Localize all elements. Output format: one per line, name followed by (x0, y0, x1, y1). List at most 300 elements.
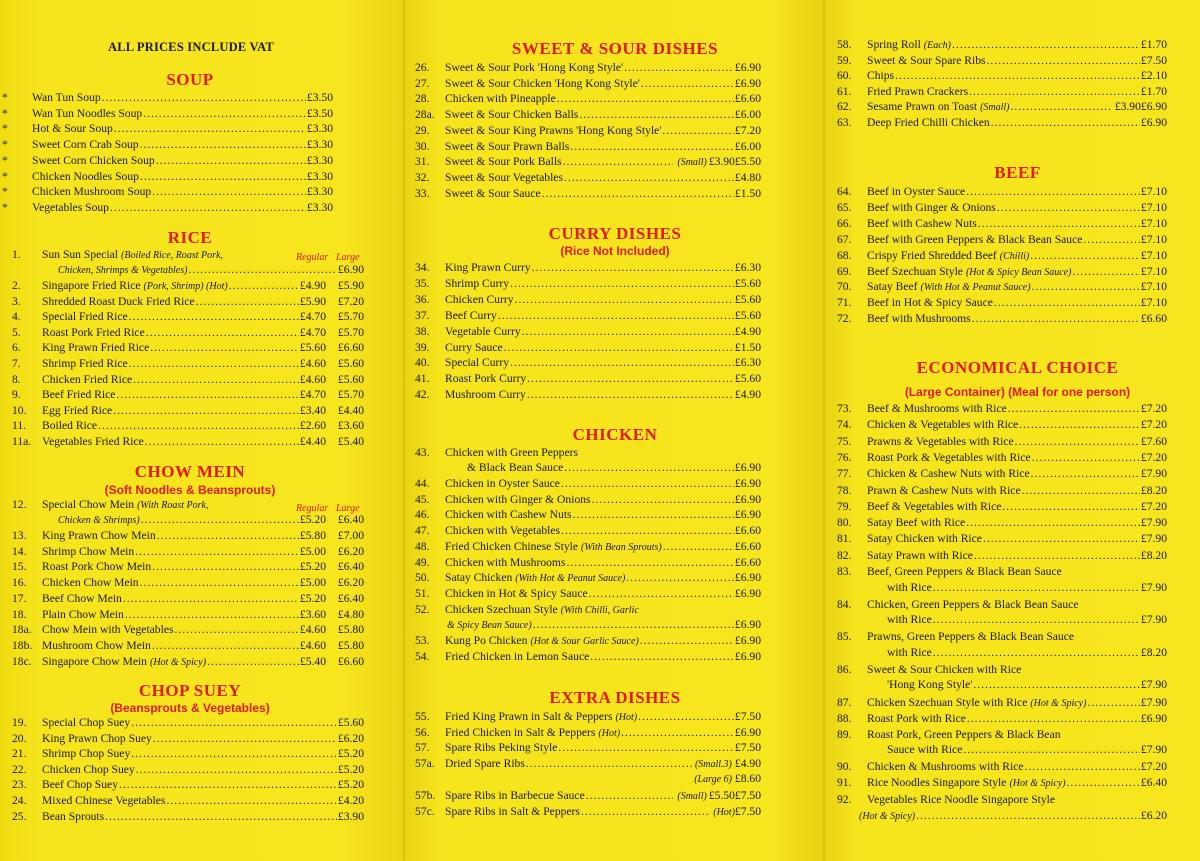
menu-item (12, 279, 364, 294)
item-name: Roast Pork & Vegetables with Rice (867, 450, 1031, 464)
item-number: 36. (415, 292, 430, 306)
menu-item (837, 484, 1167, 498)
item-name: Chicken Curry (445, 292, 514, 306)
item-name: Chicken Fried Rice (42, 372, 133, 386)
item-price: £7.90 (1140, 678, 1167, 692)
item-price: £7.10 (1140, 280, 1167, 294)
menu-item (12, 732, 364, 746)
item-price: £7.50 (734, 710, 761, 723)
menu-item (12, 560, 364, 574)
menu-item-continued (837, 581, 1167, 595)
item-number: 40. (415, 356, 430, 370)
item-price: £6.90 (734, 649, 761, 663)
item-name: Dried Spare Ribs (445, 757, 525, 770)
item-name: Spare Ribs in Barbecue Sauce (445, 789, 585, 802)
menu-item (2, 201, 333, 215)
item-number: 85. (837, 630, 852, 644)
leader-dots (563, 155, 674, 169)
item-price-large: £5.80 (337, 623, 364, 637)
leader-dots (579, 108, 734, 122)
menu-item-continued (837, 678, 1167, 692)
menu-item-continued (415, 618, 761, 633)
item-name: Beef, Green Peppers & Black Bean Sauce (867, 565, 1062, 578)
item-name: Fried Chicken in Salt & Peppers (445, 725, 596, 739)
item-price-regular: £5.20 (299, 513, 326, 526)
menu-item (415, 92, 761, 106)
leader-dots (974, 549, 1140, 563)
item-number: 58. (837, 38, 852, 51)
leader-dots (131, 747, 337, 761)
item-price-regular: £5.20 (299, 560, 326, 574)
item-number: 11a. (12, 435, 32, 448)
item-number: 70. (837, 280, 852, 294)
item-name: Shredded Roast Duck Fried Rice (42, 294, 195, 308)
item-name: Satay Beef (867, 280, 918, 294)
item-number: 1. (12, 248, 21, 261)
menu-item (837, 793, 1167, 807)
item-name: Sweet & Sour Sauce (445, 186, 541, 200)
item-price-large: £6.60 (337, 341, 364, 355)
item-price-small: £5.50 (708, 789, 735, 802)
item-name: King Prawn Curry (445, 261, 531, 274)
item-number: 50. (415, 571, 430, 585)
item-price: £6.20 (337, 731, 364, 745)
item-name: Beef with Ginger & Onions (867, 200, 996, 214)
item-name: Spring Roll (867, 38, 921, 51)
menu-item (12, 778, 364, 792)
item-number: 19. (12, 716, 27, 729)
item-price: £6.30 (734, 261, 761, 274)
item-price: £8.20 (1140, 483, 1167, 497)
menu-item (415, 309, 761, 323)
item-price: £6.90 (734, 61, 761, 74)
item-price: £7.50 (734, 789, 761, 802)
item-price: £3.50 (306, 106, 333, 120)
item-price: £1.70 (1140, 84, 1167, 98)
item-price: £7.10 (1140, 264, 1167, 278)
item-name: Deep Fried Chilli Chicken (867, 116, 990, 129)
section-title-sweet-sour: SWEET & SOUR DISHES (511, 39, 719, 58)
item-price-regular: £4.40 (299, 435, 326, 448)
item-number: 69. (837, 264, 852, 278)
leader-dots (663, 540, 734, 554)
menu-item (837, 696, 1167, 711)
item-price: £6.00 (734, 139, 761, 153)
item-price: £6.60 (734, 92, 761, 106)
menu-item (837, 85, 1167, 99)
item-number: 81. (837, 532, 852, 546)
item-number: 9. (12, 388, 21, 402)
item-number: 42. (415, 388, 430, 402)
item-number: 60. (837, 69, 852, 83)
menu-item (12, 716, 364, 730)
leader-dots (1083, 233, 1140, 247)
leader-dots (590, 650, 734, 664)
leader-dots (510, 356, 734, 370)
leader-dots (626, 571, 734, 585)
item-price: £3.30 (306, 138, 333, 152)
menu-item (837, 280, 1167, 295)
leader-dots (558, 741, 734, 755)
item-name: Beef with Mushrooms (867, 312, 971, 326)
section-title-chop-suey: CHOP SUEY (138, 681, 242, 700)
leader-dots (143, 107, 306, 121)
item-price-large: £5.60 (337, 372, 364, 386)
item-name: Kung Po Chicken (445, 634, 528, 647)
leader-dots (129, 357, 299, 371)
menu-item (12, 326, 364, 340)
menu-item (2, 138, 333, 152)
item-number: 55. (415, 710, 430, 723)
item-price-regular: £5.90 (299, 294, 326, 308)
item-number: 84. (837, 597, 852, 611)
item-name: Chicken with Pineapple (445, 92, 556, 106)
menu-item (837, 69, 1167, 83)
item-price: £8.20 (1140, 645, 1167, 659)
menu-item (12, 357, 364, 371)
item-price-small: £4.90 (734, 757, 761, 770)
menu-item (415, 571, 761, 586)
item-price-large: £5.70 (337, 325, 364, 339)
item-name: Rice Noodles Singapore Style (867, 776, 1007, 790)
leader-dots (152, 560, 299, 574)
item-number: 25. (12, 809, 27, 823)
item-number: 53. (415, 634, 430, 647)
item-number: 15. (12, 560, 27, 574)
leader-dots (150, 341, 299, 355)
item-price: £6.60 (734, 555, 761, 569)
item-price: £7.90 (1140, 743, 1167, 756)
item-price-large: £6.40 (337, 513, 364, 526)
item-price: £7.90 (1140, 580, 1167, 594)
section-subtitle-curry: (Rice Not Included) (560, 244, 670, 258)
item-name: Sweet Corn Chicken Soup (32, 153, 155, 167)
item-number: 89. (837, 728, 852, 741)
item-number: 32. (415, 170, 430, 184)
leader-dots (153, 732, 337, 746)
item-price: £6.90 (1140, 100, 1167, 114)
leader-dots (1072, 265, 1139, 279)
leader-dots (967, 712, 1140, 726)
item-price: £6.90 (734, 477, 761, 490)
item-number: 76. (837, 450, 852, 464)
item-name: Beef Fried Rice (42, 388, 116, 402)
item-name: Sweet & Sour Vegetables (445, 170, 563, 184)
leader-dots (114, 122, 306, 136)
item-price: £6.40 (1140, 776, 1167, 790)
item-price-large: £6.20 (337, 576, 364, 590)
item-description: Chicken & Shrimps) (58, 515, 140, 526)
item-price: £7.20 (1140, 499, 1167, 513)
leader-dots (662, 124, 734, 138)
item-name: Chicken Noodles Soup (32, 169, 139, 183)
item-price: £6.60 (1140, 312, 1167, 326)
item-name: Mushroom Chow Mein (42, 638, 151, 652)
item-number: 52. (415, 603, 430, 616)
leader-dots (987, 54, 1140, 68)
item-number: 30. (415, 139, 430, 153)
section-title-economical: ECONOMICAL CHOICE (916, 358, 1119, 377)
item-name: Wan Tun Soup (32, 91, 101, 104)
menu-item (12, 435, 364, 449)
item-price: £7.20 (734, 123, 761, 137)
item-number: 22. (12, 762, 27, 776)
item-price: £7.10 (1140, 248, 1167, 262)
section-title-rice: RICE (167, 228, 213, 247)
item-number: 92. (837, 793, 852, 806)
item-price-regular: £4.60 (299, 357, 326, 370)
leader-dots (1008, 402, 1140, 416)
item-name: Wan Tun Noodles Soup (32, 106, 143, 120)
item-number: 45. (415, 492, 430, 506)
item-size-small: (Small.3) (694, 759, 732, 770)
item-name: Chicken & Mushrooms with Rice (867, 760, 1024, 773)
menu-item (415, 187, 761, 201)
menu-item (837, 516, 1167, 530)
item-price: £8.20 (1140, 548, 1167, 562)
item-name: Chicken & Cashew Nuts with Rice (867, 467, 1030, 481)
item-number: 49. (415, 555, 430, 569)
item-price-large: £5.70 (337, 388, 364, 402)
item-price-large: £7.20 (337, 294, 364, 308)
item-name: Sweet & Sour Prawn Balls (445, 139, 570, 153)
item-price: £7.50 (734, 804, 761, 818)
item-description: (With Roast Pork, (137, 500, 209, 511)
item-name: with Rice (887, 645, 932, 659)
item-description: (With Hot & Peanut Sauce) (515, 573, 626, 585)
item-number: 66. (837, 216, 852, 230)
item-price: £7.50 (1140, 53, 1167, 67)
leader-dots (157, 529, 299, 543)
item-description: (Hot & Spicy) (859, 811, 916, 822)
item-number: 18a. (12, 623, 32, 637)
leader-dots (145, 435, 299, 449)
item-name: Vegetables Soup (32, 200, 109, 214)
item-number: 23. (12, 778, 27, 792)
leader-dots (207, 655, 299, 669)
item-number: 83. (837, 565, 852, 578)
item-number: 33. (415, 186, 430, 200)
item-number: * (2, 169, 8, 183)
menu-item (415, 356, 761, 370)
leader-dots (966, 516, 1140, 530)
section-title-chicken: CHICKEN (572, 425, 658, 444)
item-price: £6.90 (734, 508, 761, 522)
item-number: 73. (837, 402, 852, 415)
item-price: £3.50 (306, 91, 333, 104)
item-size: (Small) (677, 791, 707, 802)
item-number: * (2, 91, 8, 104)
item-name: Beef & Mushrooms with Rice (867, 402, 1007, 415)
item-number: 91. (837, 776, 852, 790)
menu-item (12, 295, 364, 309)
item-name: Chicken Szechuan Style with Rice (867, 696, 1028, 709)
leader-dots (133, 373, 299, 387)
menu-item (12, 639, 364, 653)
item-description: (Small) (980, 102, 1010, 114)
menu-panel-left (0, 0, 405, 861)
item-number: 21. (12, 747, 27, 761)
leader-dots (542, 187, 734, 201)
leader-dots (110, 201, 306, 215)
menu-item (12, 248, 362, 263)
item-price: £5.60 (337, 716, 364, 729)
item-price: £5.20 (337, 747, 364, 761)
item-size: (Hot) (713, 806, 735, 818)
item-name: Beef in Oyster Sauce (867, 185, 966, 198)
menu-item (837, 296, 1167, 310)
menu-item (2, 185, 333, 199)
vat-note: ALL PRICES INCLUDE VAT (108, 40, 274, 54)
leader-dots (135, 545, 299, 559)
section-title-beef: BEEF (994, 163, 1041, 182)
menu-item (12, 608, 364, 622)
item-size: (Small) (677, 157, 707, 169)
item-number: 87. (837, 696, 852, 709)
item-description: (Hot) (615, 712, 638, 723)
menu-item (12, 419, 364, 433)
leader-dots (102, 91, 306, 105)
leader-dots (1022, 484, 1140, 498)
leader-dots (1032, 280, 1140, 294)
menu-item (415, 61, 761, 75)
item-name: Singapore Fried Rice (42, 279, 141, 292)
item-price-large: £5.90 (337, 279, 364, 292)
item-number: 64. (837, 185, 852, 198)
item-price: £3.30 (306, 122, 333, 136)
leader-dots (586, 789, 674, 803)
item-name: with Rice (887, 613, 932, 627)
item-name: King Prawn Fried Rice (42, 341, 150, 355)
item-name: Prawns & Vegetables with Rice (867, 434, 1014, 448)
leader-dots (140, 576, 299, 590)
item-price: £1.50 (734, 340, 761, 354)
menu-item (2, 122, 333, 136)
item-number: 80. (837, 516, 852, 530)
item-name: Mixed Chinese Vegetables (42, 794, 166, 807)
item-number: 4. (12, 310, 21, 324)
item-price: £2.10 (1140, 69, 1167, 83)
leader-dots (557, 92, 734, 106)
item-number: 26. (415, 61, 430, 74)
item-name: Beef Chow Mein (42, 591, 122, 605)
menu-item (415, 741, 761, 755)
leader-dots (129, 310, 299, 324)
item-price-large: £5.80 (337, 638, 364, 652)
leader-dots (515, 293, 734, 307)
item-price: £7.10 (1140, 296, 1167, 310)
item-price-regular: £5.20 (299, 591, 326, 605)
item-name: Boiled Rice (42, 419, 98, 433)
item-number: 61. (837, 84, 852, 98)
leader-dots (997, 201, 1140, 215)
menu-item (12, 747, 364, 761)
item-name: Sweet Corn Crab Soup (32, 138, 139, 152)
menu-item (415, 155, 761, 170)
leader-dots (1011, 100, 1112, 114)
item-name: Plain Chow Mein (42, 607, 124, 621)
item-number: 41. (415, 372, 430, 386)
menu-item (415, 556, 761, 570)
leader-dots (166, 794, 336, 808)
item-description: (Each) (923, 40, 952, 51)
item-number: 12. (12, 498, 27, 511)
leader-dots (592, 493, 734, 507)
leader-dots (123, 592, 299, 606)
item-name: Shrimp Chop Suey (42, 747, 131, 761)
item-description: (With Hot & Peanut Sauce) (920, 282, 1031, 294)
item-name: Chicken with Vegetables (445, 524, 561, 538)
item-price: £4.80 (734, 170, 761, 184)
item-name: Satay Chicken (445, 571, 513, 585)
item-name: Mushroom Curry (445, 388, 526, 402)
section-title-chow-mein: CHOW MEIN (134, 462, 246, 481)
menu-item (837, 201, 1167, 215)
leader-dots (140, 170, 306, 184)
item-description: Chicken, Shrimps & Vegetables) (58, 265, 188, 276)
menu-item (837, 435, 1167, 449)
item-price: £7.50 (734, 741, 761, 755)
menu-item (415, 477, 761, 491)
leader-dots (641, 77, 734, 91)
menu-item (837, 776, 1167, 791)
item-name: Satay Chicken with Rice (867, 532, 982, 546)
item-price-large: £6.40 (337, 591, 364, 605)
menu-item-continued (837, 646, 1167, 660)
item-name: with Rice (887, 580, 932, 594)
item-price: £7.20 (1140, 760, 1167, 773)
item-number: 47. (415, 524, 430, 538)
menu-item (837, 565, 1167, 579)
item-price: £5.50 (734, 155, 761, 169)
item-price: £7.90 (1140, 613, 1167, 627)
item-name: Chicken Chow Mein (42, 576, 139, 590)
item-price-small: £3.90 (1114, 100, 1141, 114)
leader-dots (1019, 418, 1140, 432)
item-number: 59. (837, 53, 852, 67)
item-price: £6.90 (337, 263, 364, 276)
item-name: & Black Bean Sauce (467, 461, 564, 474)
leader-dots (498, 309, 734, 323)
menu-item (12, 810, 364, 824)
item-number: 82. (837, 548, 852, 562)
item-number: 31. (415, 155, 430, 169)
menu-item (415, 493, 761, 507)
leader-dots (573, 508, 734, 522)
leader-dots (119, 778, 337, 792)
item-number: 56. (415, 725, 430, 739)
menu-item (415, 726, 761, 741)
menu-item (415, 540, 761, 555)
item-number: 90. (837, 760, 852, 773)
item-number: 7. (12, 357, 21, 370)
item-name: Fried Prawn Crackers (867, 84, 969, 98)
menu-item (2, 107, 333, 121)
item-name: Chicken, Green Peppers & Black Bean Sauce (867, 597, 1079, 611)
leader-dots (581, 805, 709, 819)
menu-item (415, 805, 761, 820)
item-name: Chicken with Mushrooms (445, 555, 566, 569)
item-name: Beef Chop Suey (42, 778, 118, 792)
leader-dots (983, 532, 1140, 546)
leader-dots (156, 154, 306, 168)
leader-dots (229, 279, 299, 293)
leader-dots (116, 388, 299, 402)
item-number: 39. (415, 340, 430, 354)
item-number: 46. (415, 508, 430, 522)
section-subtitle-economical: (Large Container) (Meal for one person) (904, 385, 1131, 399)
item-number: 78. (837, 483, 852, 497)
